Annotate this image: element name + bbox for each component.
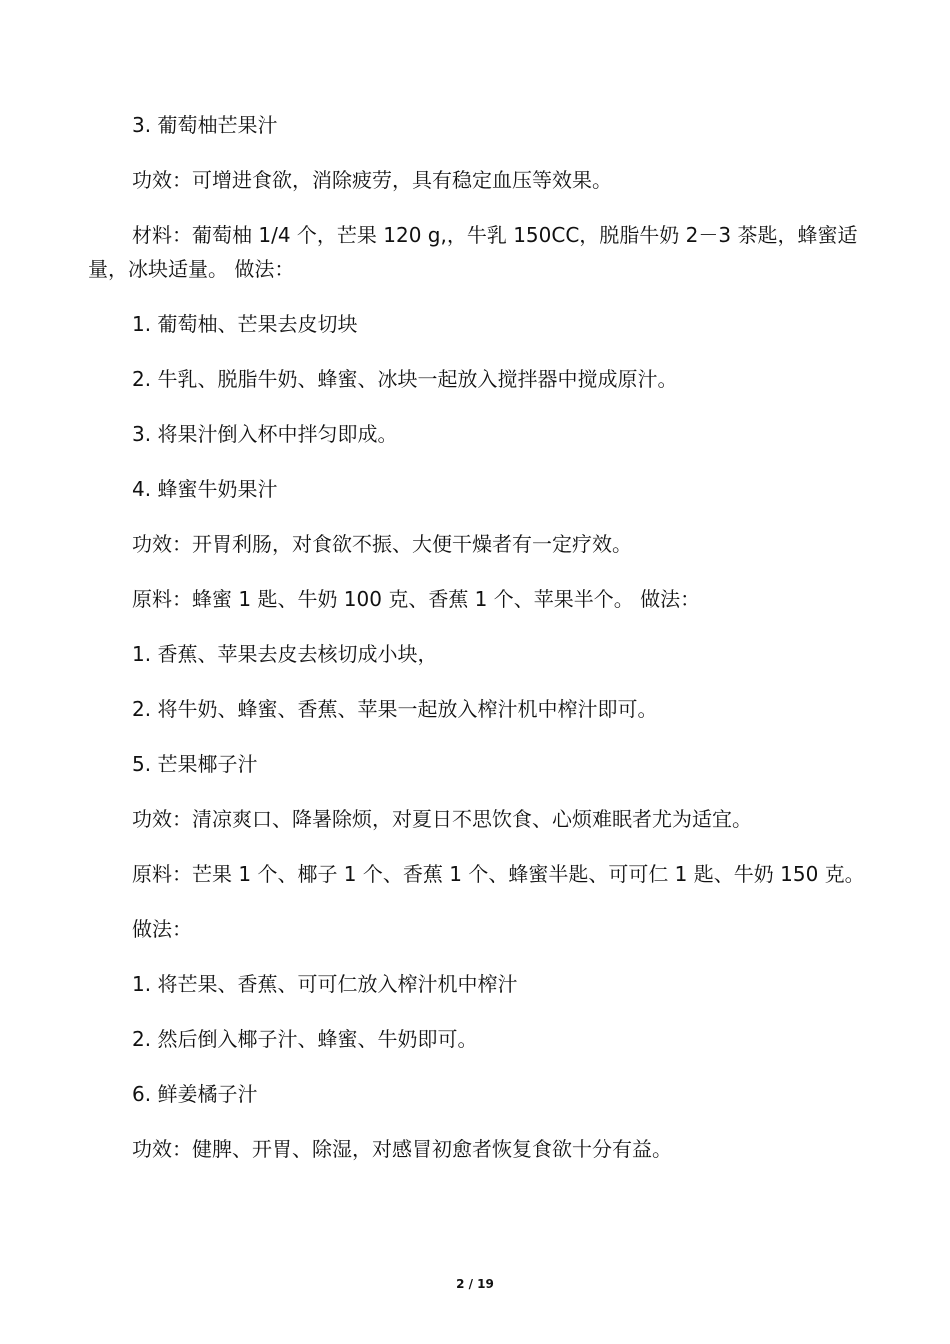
page-number: 2 / 19: [456, 1277, 494, 1291]
step-item: 2. 然后倒入椰子汁、蜂蜜、牛奶即可。: [132, 1027, 478, 1051]
step-item: 2. 牛乳、脱脂牛奶、蜂蜜、冰块一起放入搅拌器中搅成原汁。: [132, 367, 678, 391]
step-item: 1. 将芒果、香蕉、可可仁放入榨汁机中榨汁: [132, 972, 518, 996]
effect-text: 功效：健脾、开胃、除湿，对感冒初愈者恢复食欲十分有益。: [132, 1137, 672, 1161]
section-heading: 3. 葡萄柚芒果汁: [132, 113, 278, 137]
effect-text: 功效：开胃利肠，对食欲不振、大便干燥者有一定疗效。: [132, 532, 632, 556]
ingredients-text: 原料：芒果 1 个、椰子 1 个、香蕉 1 个、蜂蜜半匙、可可仁 1 匙、牛奶 150 克。: [132, 862, 865, 886]
step-item: 1. 葡萄柚、芒果去皮切块: [132, 312, 358, 336]
effect-text: 功效：清凉爽口、降暑除烦，对夏日不思饮食、心烦难眠者尤为适宜。: [132, 807, 752, 831]
ingredients-text: 材料：葡萄柚 1/4 个，芒果 120 g,，牛乳 150CC，脱脂牛奶 2－3 茶匙，蜂蜜适量，冰块适量。 做法：: [88, 223, 858, 281]
step-item: 3. 将果汁倒入杯中拌匀即成。: [132, 422, 398, 446]
ingredients-text: 原料：蜂蜜 1 匙、牛奶 100 克、香蕉 1 个、苹果半个。 做法：: [132, 587, 701, 611]
step-item: 1. 香蕉、苹果去皮去核切成小块，: [132, 642, 438, 666]
method-label: 做法：: [132, 917, 192, 941]
page-body: [88, 108, 868, 1187]
effect-text: 功效：可增进食欲，消除疲劳，具有稳定血压等效果。: [132, 168, 612, 192]
section-heading: 5. 芒果椰子汁: [132, 752, 258, 776]
step-item: 2. 将牛奶、蜂蜜、香蕉、苹果一起放入榨汁机中榨汁即可。: [132, 697, 658, 721]
section-heading: 4. 蜂蜜牛奶果汁: [132, 477, 278, 501]
section-heading: 6. 鲜姜橘子汁: [132, 1082, 258, 1106]
